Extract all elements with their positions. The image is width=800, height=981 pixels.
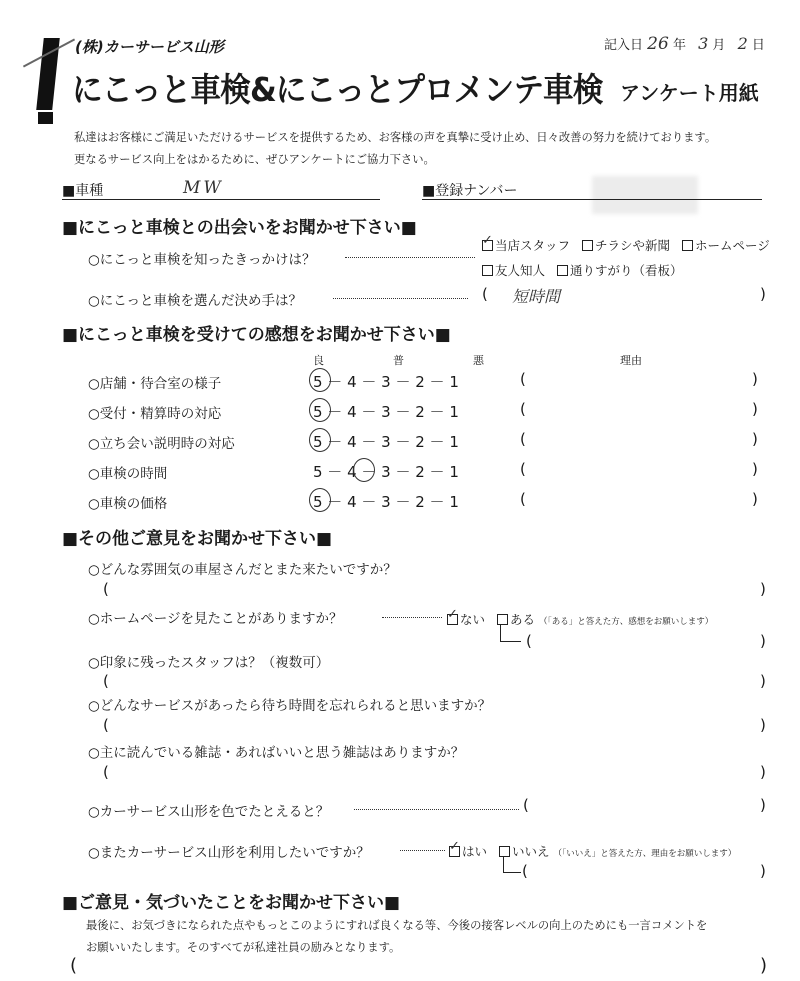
date-day-unit: 日 bbox=[751, 38, 765, 53]
rating-selected-circle bbox=[353, 458, 375, 482]
rating-selected-circle bbox=[309, 398, 331, 422]
rating-item-label: ○車検の時間 bbox=[88, 466, 168, 482]
s3-q2-paren-close: ) bbox=[760, 632, 766, 650]
rating-scale[interactable]: 5 － 4 － 3 － 2 － 1 bbox=[313, 403, 459, 421]
date-year-value: 26 bbox=[647, 34, 669, 54]
q2-paren-open: ( bbox=[482, 285, 488, 303]
section-3-q6: ○カーサービス山形を色でたとえると？ bbox=[88, 804, 330, 820]
s3-q3-paren-close: ) bbox=[760, 672, 766, 690]
section-1-q1: ○にこっと車検を知ったきっかけは？ bbox=[88, 252, 316, 268]
rating-selected-circle bbox=[309, 368, 331, 392]
s3-q4-paren-close: ) bbox=[760, 716, 766, 734]
reason-paren-close: ) bbox=[752, 490, 758, 508]
q1-dotted-leader bbox=[345, 257, 475, 258]
plate-label: ■登録ナンバー bbox=[422, 183, 518, 199]
rating-selected-circle bbox=[309, 428, 331, 452]
checkbox-checked-icon[interactable] bbox=[482, 240, 493, 251]
s3-q7-note: （「いいえ」と答えた方、理由をお願いします） bbox=[553, 849, 737, 859]
reason-paren-close: ) bbox=[752, 460, 758, 478]
s3-q2-dotted-leader bbox=[382, 617, 442, 618]
section-3-q4: ○どんなサービスがあったら待ち時間を忘れられると思いますか？ bbox=[88, 698, 492, 714]
date-day-value: 2 bbox=[737, 34, 748, 53]
page-subtitle: アンケート用紙 bbox=[620, 81, 759, 105]
rating-selected-circle bbox=[309, 488, 331, 512]
q2-answer-value[interactable]: 短時間 bbox=[512, 287, 561, 306]
reason-label: 理由 bbox=[620, 354, 642, 367]
intro-line-1: 私達はお客様にご満足いただけるサービスを提供するため、お客様の声を真摯に受け止め、日々改善の努力を続けております。 bbox=[74, 131, 717, 144]
rating-item-label: ○車検の価格 bbox=[88, 496, 168, 512]
checkbox-icon[interactable] bbox=[482, 265, 493, 276]
rating-scale[interactable]: 5 － 4 － 3 － 2 － 1 bbox=[313, 433, 459, 451]
s3-q1-paren-open: ( bbox=[103, 580, 109, 598]
reason-paren-close: ) bbox=[752, 430, 758, 448]
s3-q2-note: （「ある」と答えた方、感想をお願いします） bbox=[539, 617, 714, 627]
q2-paren-close: ) bbox=[760, 285, 766, 303]
section-1-q2: ○にこっと車検を選んだ決め手は？ bbox=[88, 293, 303, 309]
exclamation-dot bbox=[38, 112, 53, 124]
s3-q7-dotted-leader bbox=[400, 850, 445, 851]
q1-option-passing[interactable]: 通りすがり（看板） bbox=[557, 263, 683, 278]
rating-item-label: ○立ち会い説明時の対応 bbox=[88, 436, 235, 452]
section-3-title: ■その他ご意見をお聞かせ下さい■ bbox=[62, 529, 333, 549]
scale-good-label: 良 bbox=[313, 354, 324, 367]
date-month-value: 3 bbox=[698, 34, 709, 53]
checkbox-icon[interactable] bbox=[682, 240, 693, 251]
intro-line-2: 更なるサービス向上をはかるために、ぜひアンケートにご協力下さい。 bbox=[74, 153, 435, 166]
rating-scale[interactable]: 5 － 4 － 3 － 2 － 1 bbox=[313, 493, 459, 511]
section-4-line-2: お願いいたします。そのすべてが私達社員の励みとなります。 bbox=[86, 941, 401, 954]
q1-option-flyer[interactable]: チラシや新聞 bbox=[582, 238, 670, 253]
section-3-q5: ○主に読んでいる雑誌・あればいいと思う雑誌はありますか？ bbox=[88, 745, 465, 761]
s4-paren-open: ( bbox=[70, 955, 78, 976]
reason-paren-open: ( bbox=[520, 490, 526, 508]
section-4-line-1: 最後に、お気づきになられた点やもっとこのようにすれば良くなる等、今後の接客レベルの向上のためにも一言コメントを bbox=[86, 919, 708, 932]
s3-q7-option-no[interactable]: いいえ bbox=[499, 844, 550, 859]
checkbox-icon[interactable] bbox=[557, 265, 568, 276]
s3-q1-paren-close: ) bbox=[760, 580, 766, 598]
s3-q6-paren-close: ) bbox=[760, 796, 766, 814]
q1-option-friend[interactable]: 友人知人 bbox=[482, 263, 545, 278]
checkbox-checked-icon[interactable] bbox=[449, 846, 460, 857]
checkbox-checked-icon[interactable] bbox=[447, 614, 458, 625]
s3-q6-paren-open: ( bbox=[523, 796, 529, 814]
date-label: 記入日 bbox=[604, 38, 644, 53]
reason-paren-close: ) bbox=[752, 370, 758, 388]
s3-q7-paren-open: ( bbox=[522, 862, 528, 880]
rating-item-label: ○店舗・待合室の様子 bbox=[88, 376, 222, 392]
section-3-q2: ○ホームページを見たことがありますか？ bbox=[88, 611, 343, 627]
rating-scale[interactable]: 5 － 4 － 3 － 2 － 1 bbox=[313, 373, 459, 391]
reason-paren-open: ( bbox=[520, 460, 526, 478]
date-month-unit: 月 bbox=[712, 38, 726, 53]
reason-paren-open: ( bbox=[520, 370, 526, 388]
date-year-unit: 年 bbox=[672, 38, 686, 53]
q1-options-row2 bbox=[482, 261, 683, 279]
checkbox-icon[interactable] bbox=[582, 240, 593, 251]
s3-q2-option-yes[interactable]: ある bbox=[497, 612, 535, 627]
plate-underline bbox=[422, 199, 762, 200]
s3-q5-paren-open: ( bbox=[103, 763, 109, 781]
section-2-title: ■にこっと車検を受けての感想をお聞かせ下さい■ bbox=[62, 325, 451, 345]
s3-q2-paren-open: ( bbox=[526, 632, 532, 650]
s4-paren-close: ) bbox=[760, 955, 768, 976]
s3-q7-paren-close: ) bbox=[760, 862, 766, 880]
section-4-title: ■ご意見・気づいたことをお聞かせ下さい■ bbox=[62, 893, 401, 913]
s3-q6-dotted-leader bbox=[354, 809, 519, 810]
reason-paren-open: ( bbox=[520, 430, 526, 448]
s3-q4-paren-open: ( bbox=[103, 716, 109, 734]
scale-bad-label: 悪 bbox=[473, 354, 484, 367]
s3-q7-option-yes[interactable]: ✓ はい bbox=[449, 844, 487, 859]
car-type-underline bbox=[62, 199, 380, 200]
scale-normal-label: 普 bbox=[393, 354, 404, 367]
company-name: (株)カーサービス山形 bbox=[75, 38, 224, 56]
q1-option-staff[interactable]: ✓当店スタッフ bbox=[482, 238, 570, 253]
page-title: にこっと車検&にこっとプロメンテ車検 bbox=[72, 70, 603, 109]
section-3-q7: ○またカーサービス山形を利用したいですか？ bbox=[88, 845, 370, 861]
plate-redaction bbox=[592, 176, 698, 214]
reason-paren-close: ) bbox=[752, 400, 758, 418]
reason-paren-open: ( bbox=[520, 400, 526, 418]
s3-q7-options bbox=[449, 842, 736, 860]
date-row bbox=[604, 34, 765, 54]
car-type-value[interactable]: MW bbox=[183, 178, 224, 198]
s3-q7-connector bbox=[503, 856, 521, 873]
section-3-q1: ○どんな雰囲気の車屋さんだとまた来たいですか？ bbox=[88, 562, 397, 578]
section-1-title: ■にこっと車検との出会いをお聞かせ下さい■ bbox=[62, 218, 417, 238]
s3-q2-options bbox=[447, 610, 713, 628]
q1-options-row1 bbox=[482, 236, 770, 254]
s3-q5-paren-close: ) bbox=[760, 763, 766, 781]
s3-q3-paren-open: ( bbox=[103, 672, 109, 690]
s3-q2-option-no[interactable]: ✓ ない bbox=[447, 612, 485, 627]
q1-option-homepage[interactable]: ホームページ bbox=[682, 238, 770, 253]
rating-item-label: ○受付・精算時の対応 bbox=[88, 406, 222, 422]
section-3-q3: ○印象に残ったスタッフは？（複数可） bbox=[88, 655, 330, 671]
car-type-label: ■車種 bbox=[62, 183, 104, 199]
rating-scale[interactable]: 5 － 4 － 3 － 2 － 1 bbox=[313, 463, 459, 481]
s3-q2-connector bbox=[500, 624, 521, 642]
q2-dotted-leader bbox=[333, 298, 468, 299]
